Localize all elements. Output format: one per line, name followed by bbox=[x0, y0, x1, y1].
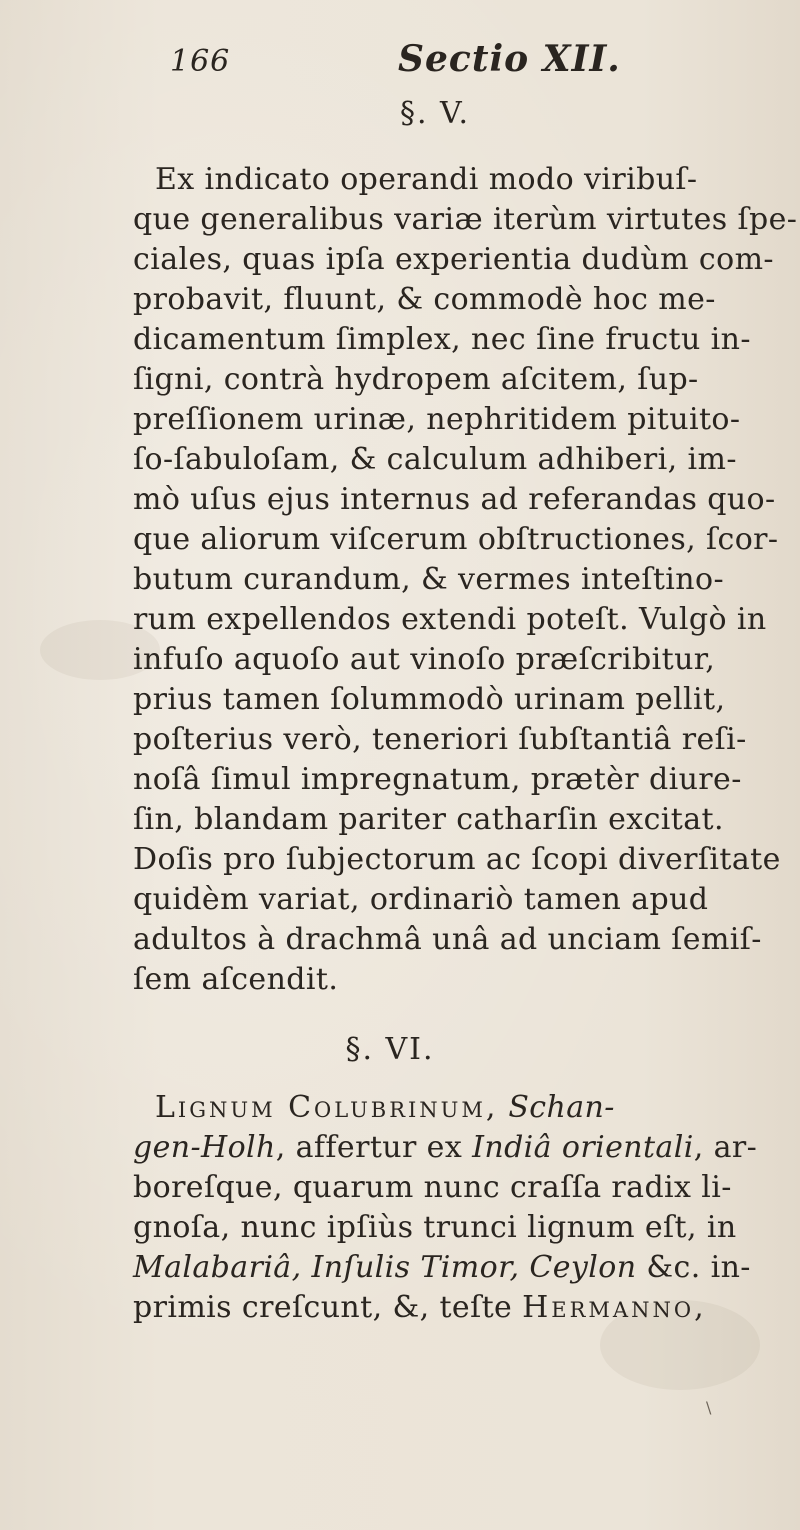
vernacular-name-cont: gen-Holh bbox=[133, 1130, 276, 1165]
text-line: poſterius verò, teneriori ſubſtantiâ reſi- bbox=[133, 722, 747, 757]
lemma-smallcaps: Lignum Colubrinum, bbox=[155, 1090, 499, 1125]
text-line: ſigni, contrà hydropem aſcitem, ſup- bbox=[133, 362, 699, 397]
text-line: rum expellendos extendi poteſt. Vulgò in bbox=[133, 602, 767, 637]
text-line: ciales, quas ipſa experientia dudùm com- bbox=[133, 242, 774, 277]
printer-mark: \ bbox=[706, 1398, 712, 1417]
author-name: Hermanno bbox=[522, 1290, 695, 1325]
text-line: quidèm variat, ordinariò tamen apud bbox=[133, 882, 709, 917]
text-line: infuſo aquoſo aut vinoſo præſcribitur, bbox=[133, 642, 716, 677]
section-heading-vi: §. VI. bbox=[345, 1032, 435, 1067]
text-line: que generalibus variæ iterùm virtutes ſpe- bbox=[133, 202, 798, 237]
text-line: preſſionem urinæ, nephritidem pituito- bbox=[133, 402, 741, 437]
text-line: mò uſus ejus internus ad referandas quo- bbox=[133, 482, 776, 517]
text-run: , affertur ex bbox=[275, 1130, 463, 1165]
text-run: primis creſcunt, &, teſte bbox=[133, 1290, 513, 1325]
text-line: probavit, fluunt, & commodè hoc me- bbox=[133, 282, 716, 317]
text-line: Ex indicato operandi modo viribuſ- bbox=[155, 162, 698, 197]
text-line: Doſis pro ſubjectorum ac ſcopi diverſitate bbox=[133, 842, 781, 877]
text-line: butum curandum, & vermes inteſtino- bbox=[133, 562, 725, 597]
vernacular-name: Schan- bbox=[508, 1090, 615, 1125]
text-line: gnoſa, nunc ipſiùs trunci lignum eſt, in bbox=[133, 1210, 737, 1245]
text-line: ſem aſcendit. bbox=[133, 962, 339, 997]
page-number: 166 bbox=[170, 44, 231, 79]
text-line bbox=[133, 1088, 773, 1128]
text-line: prius tamen ſolummodò urinam pellit, bbox=[133, 682, 726, 717]
text-line: boreſque, quarum nunc craſſa radix li- bbox=[133, 1170, 732, 1205]
text-line: ſo-ſabuloſam, & calculum adhiberi, im- bbox=[133, 442, 737, 477]
section-vi-paragraph bbox=[133, 1088, 773, 1328]
section-heading-v: §. V. bbox=[399, 96, 471, 131]
text-run: , ar- bbox=[693, 1130, 758, 1165]
text-line bbox=[133, 1128, 773, 1168]
page-header bbox=[0, 38, 800, 88]
text-line: dicamentum ſimplex, nec ſine fructu in- bbox=[133, 322, 751, 357]
place-name: Indiâ orientali bbox=[472, 1130, 694, 1165]
place-names: Malabariâ, Inſulis Timor, Ceylon bbox=[133, 1250, 637, 1285]
text-line: noſâ ſimul impregnatum, prætèr diure- bbox=[133, 762, 742, 797]
text-line: adultos à drachmâ unâ ad unciam ſemiſ- bbox=[133, 922, 762, 957]
section-v-paragraph bbox=[133, 160, 798, 1000]
text-line bbox=[133, 1288, 773, 1328]
running-head: Sectio XII. bbox=[398, 38, 621, 80]
text-line bbox=[133, 1248, 773, 1288]
text-line: que aliorum viſcerum obſtructiones, ſcor- bbox=[133, 522, 779, 557]
text-run: , bbox=[694, 1290, 704, 1325]
text-run: &c. in- bbox=[646, 1250, 751, 1285]
text-line: ſin, blandam pariter catharſin excitat. bbox=[133, 802, 724, 837]
